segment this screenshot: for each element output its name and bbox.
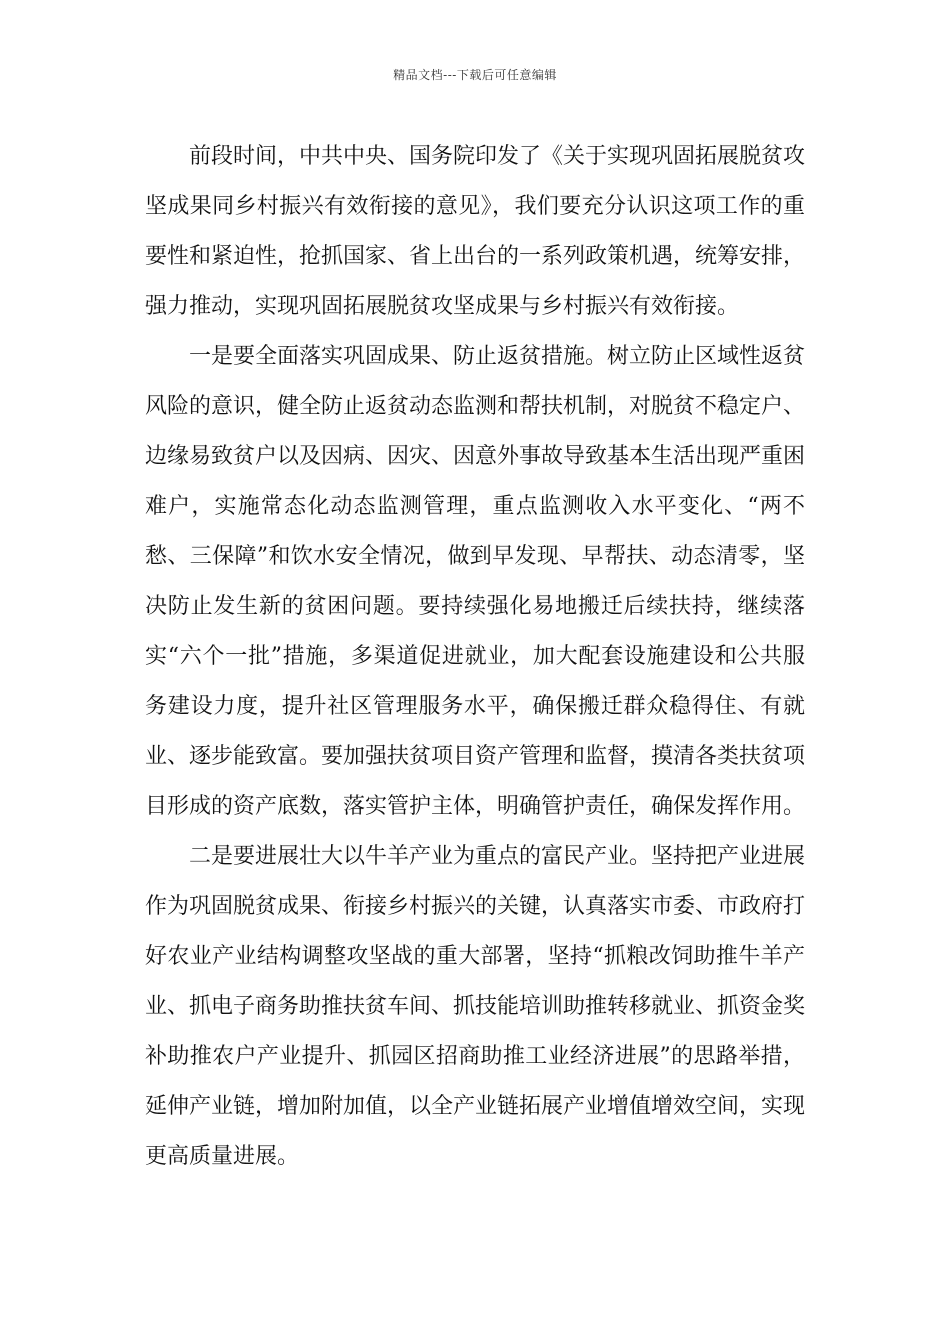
paragraph-point-two: 二是要进展壮大以牛羊产业为重点的富民产业。坚持把产业进展作为巩固脱贫成果、衔接乡村振兴的关键，认真落实市委、市政府打好农业产业结构调整攻坚战的重大部署，坚持“抓粮改饲助推牛羊产业、抓电子商务助推扶贫车间、抓技能培训助推转移就业、抓资金奖补助推农户产业提升、抓园区招商助推工业经济进展”的思路举措，延伸产业链，增加附加值，以全产业链拓展产业增值增效空间，实现更高质量进展。: [145, 844, 806, 1169]
document-body: [145, 132, 805, 1182]
page-header: 精品文档---下载后可任意编辑: [393, 68, 557, 82]
paragraph-point-one: 一是要全面落实巩固成果、防止返贫措施。树立防止区域性返贫风险的意识，健全防止返贫动态监测和帮扶机制，对脱贫不稳定户、边缘易致贫户以及因病、因灾、因意外事故导致基本生活出现严重困难户，实施常态化动态监测管理，重点监测收入水平变化、“两不愁、三保障”和饮水安全情况，做到早发现、早帮扶、动态清零，坚决防止发生新的贫困问题。要持续强化易地搬迁后续扶持，继续落实“六个一批”措施，多渠道促进就业，加大配套设施建设和公共服务建设力度，提升社区管理服务水平，确保搬迁群众稳得住、有就业、逐步能致富。要加强扶贫项目资产管理和监督，摸清各类扶贫项目形成的资产底数，落实管护主体，明确管护责任，确保发挥作用。: [145, 344, 806, 819]
paragraph-intro: 前段时间，中共中央、国务院印发了《关于实现巩固拓展脱贫攻坚成果同乡村振兴有效衔接的意见》，我们要充分认识这项工作的重要性和紧迫性，抢抓国家、省上出台的一系列政策机遇，统筹安排，强力推动，实现巩固拓展脱贫攻坚成果与乡村振兴有效衔接。: [145, 144, 806, 319]
